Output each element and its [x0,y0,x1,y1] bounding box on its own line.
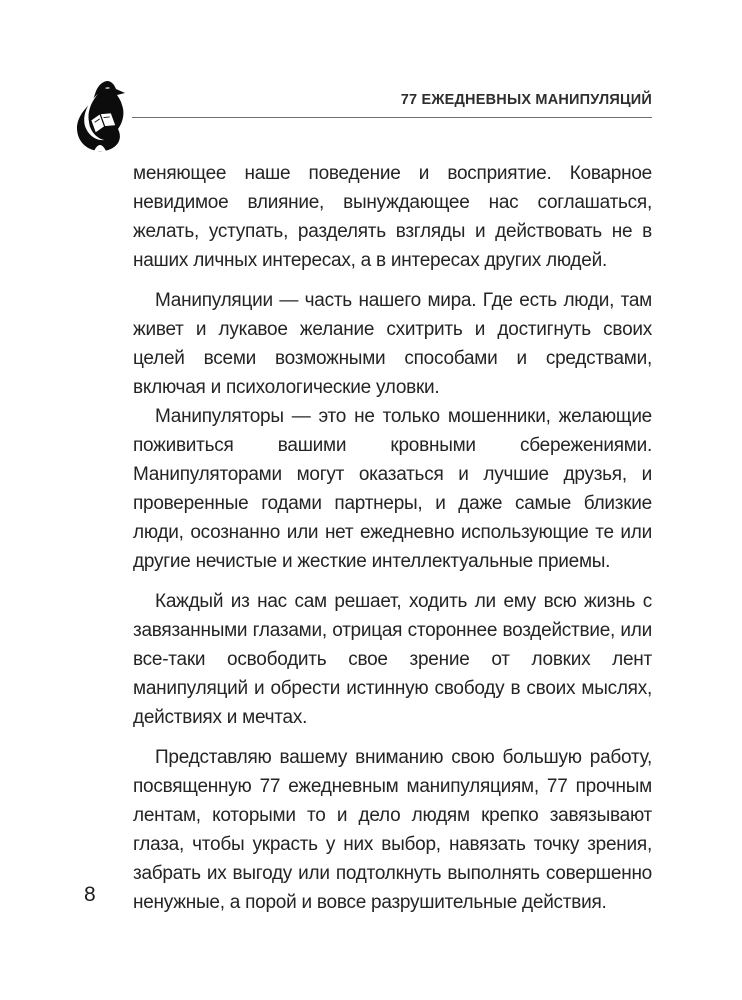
paragraph-3: Манипуляторы — это не только мошенники, желающие поживиться вашими кровными сбережениями. Манипуляторами могут оказаться и лучшие друзья, и проверенные годами партнеры, и даже самые близкие люди, осознанно или нет ежедневно использующие те или другие нечистые и жесткие интеллектуальные приемы. [133,406,652,572]
body-text-block [133,159,652,917]
header-divider-line [132,117,652,118]
paragraph-5: Представляю вашему вниманию свою большую работу, посвященную 77 ежедневным манипуляциям, 77 прочным лентам, которыми то и дело людям крепко завязывают глаза, чтобы украсть у них выбор, навязать точку зрения, забрать их выгоду или подтолкнуть выполнять совершенно ненужные, а порой и вовсе разрушительные действия. [133,747,652,913]
running-header-title: 77 ЕЖЕДНЕВНЫХ МАНИПУЛЯЦИЙ [400,92,652,108]
penguin-logo-icon [72,80,126,152]
paragraph-2: Манипуляции — часть нашего мира. Где есть люди, там живет и лукавое желание схитрить и достигнуть своих целей всеми возможными способами и средствами, включая и психологические уловки. [133,290,652,398]
page-number: 8 [84,883,96,906]
paragraph-1: меняющее наше поведение и восприятие. Коварное невидимое влияние, вынуждающее нас соглашаться, желать, уступать, разделять взгляды и действовать не в наших личных интересах, а в интересах других людей. [133,163,652,271]
paragraph-4: Каждый из нас сам решает, ходить ли ему всю жизнь с завязанными глазами, отрицая стороннее воздействие, или все-таки освободить свое зрение от ловких лент манипуляций и обрести истинную свободу в своих мыслях, действиях и мечтах. [133,591,652,728]
